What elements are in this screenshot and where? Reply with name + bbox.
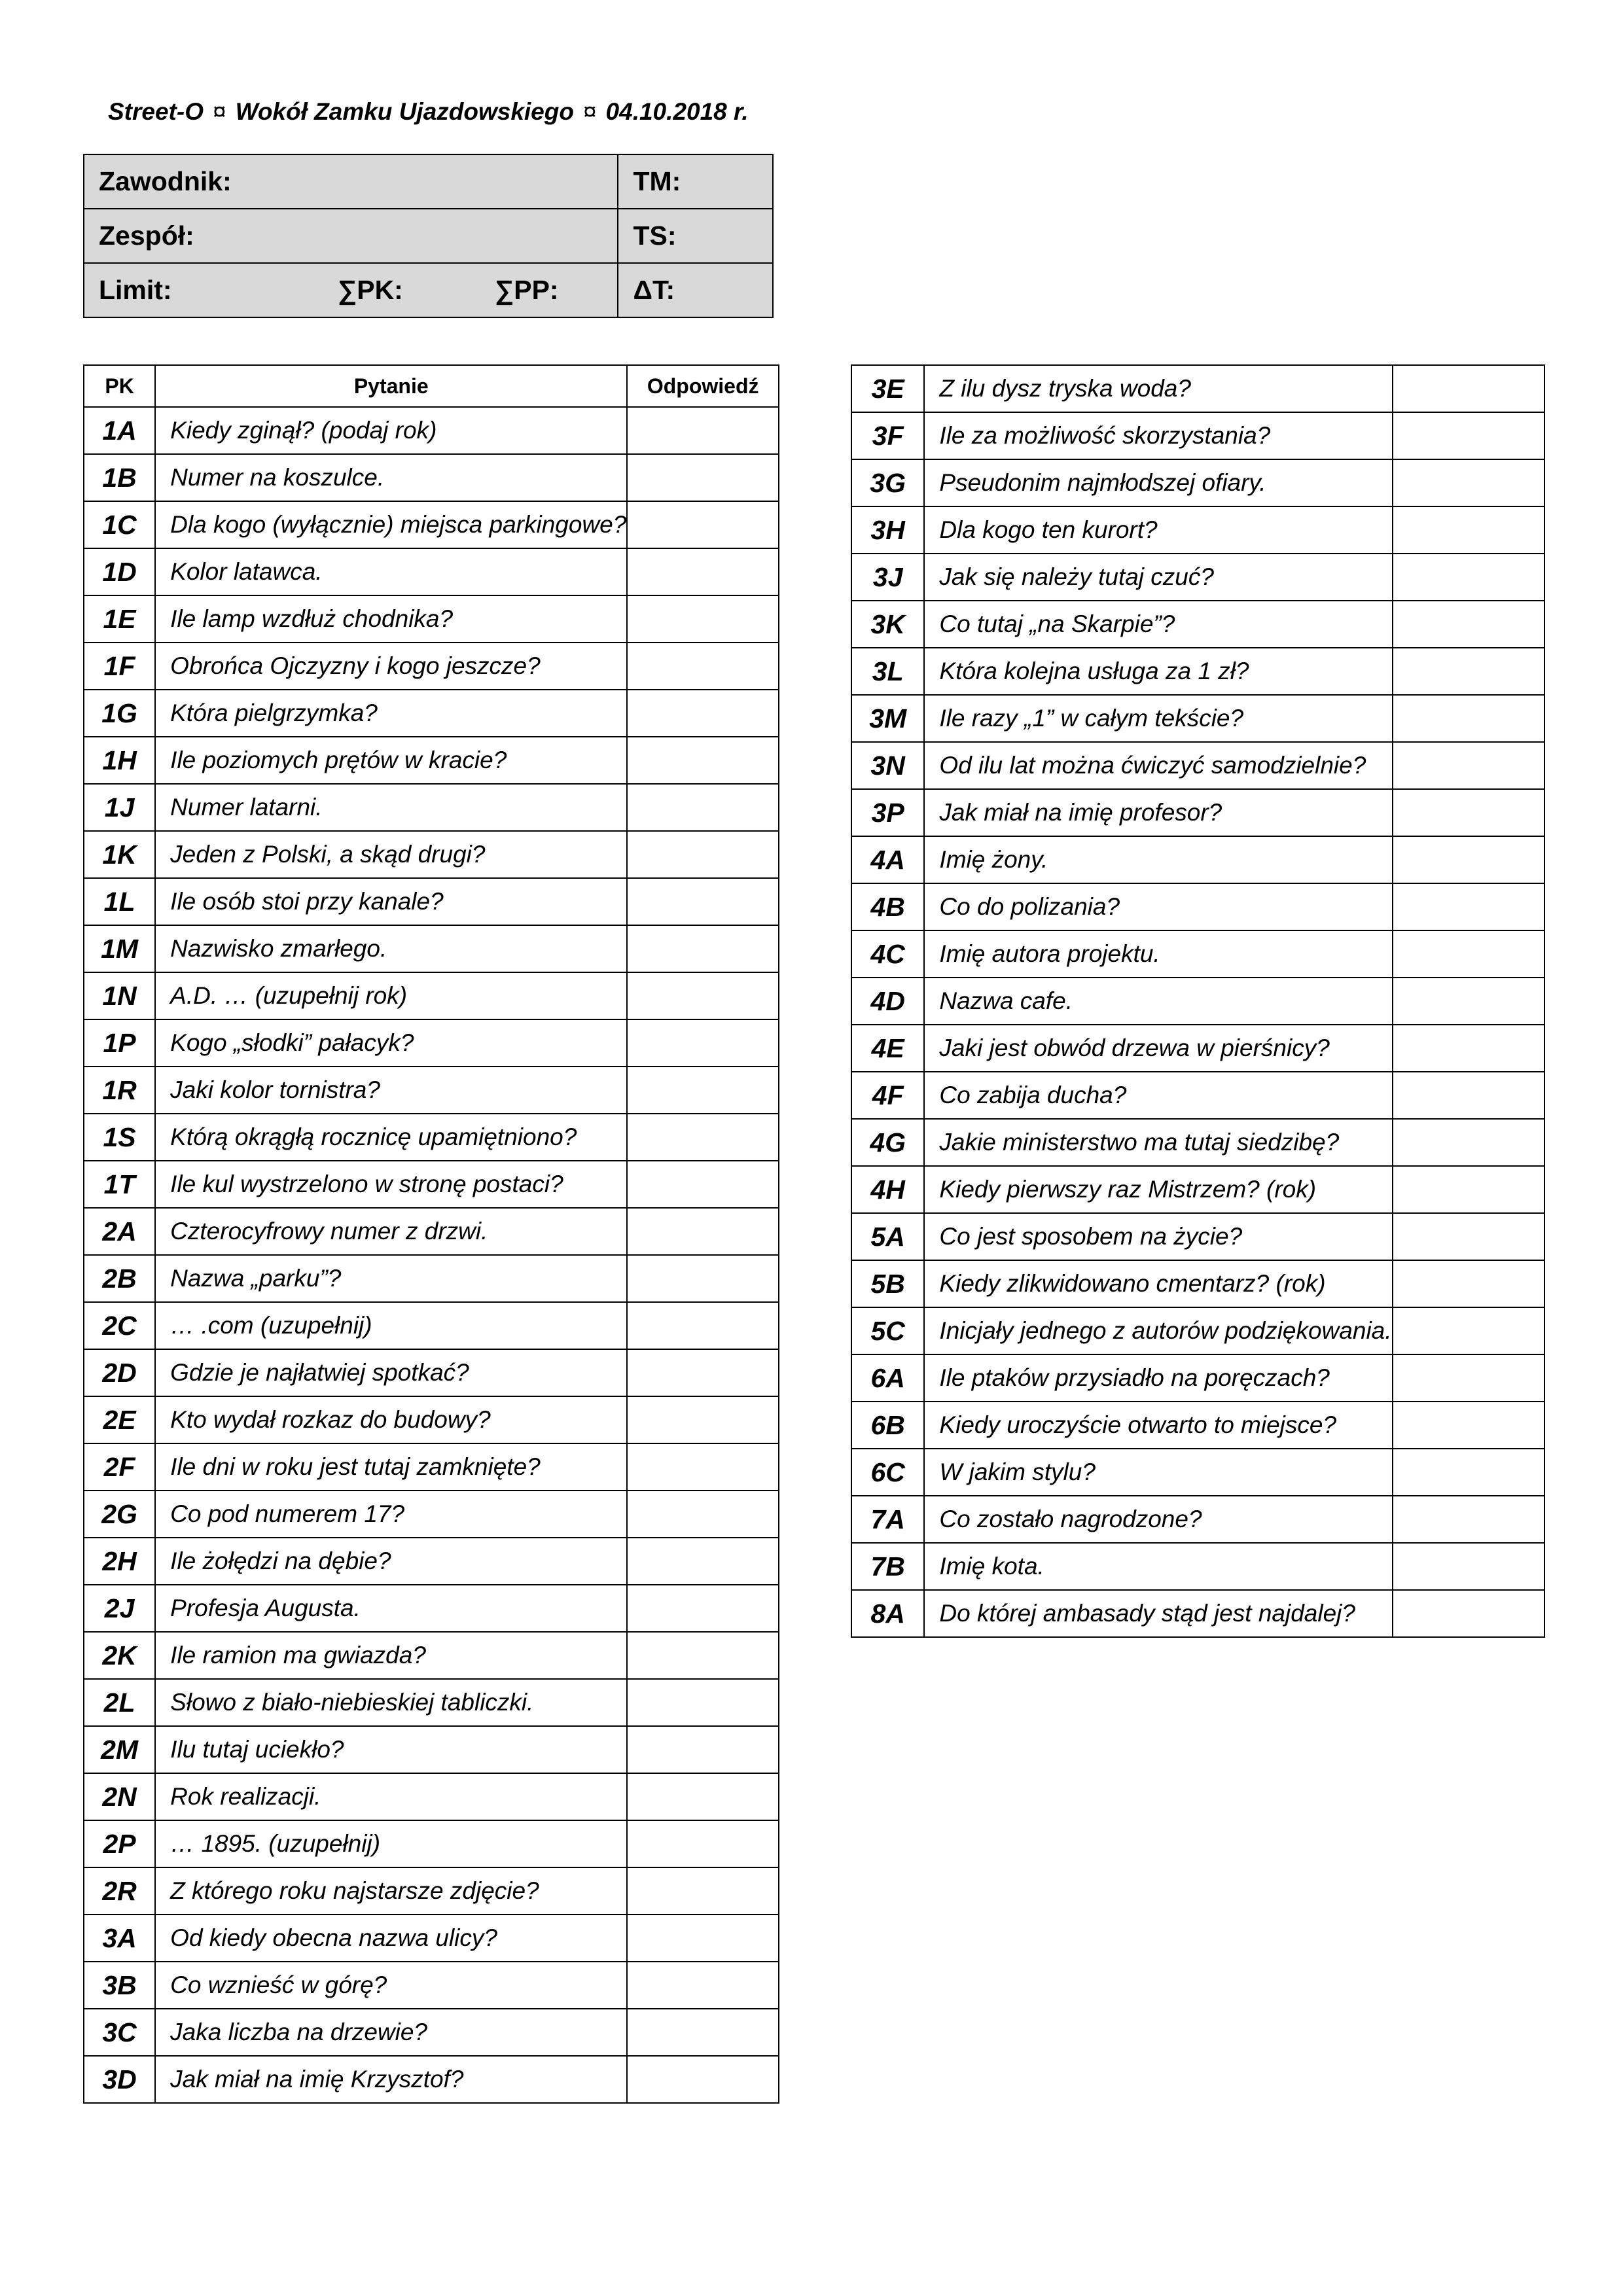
ts-label: TS: bbox=[633, 221, 677, 251]
question-text: Imię żony. bbox=[924, 836, 1392, 883]
question-text: Ile żołędzi na dębie? bbox=[155, 1538, 627, 1585]
answer-cell[interactable] bbox=[1393, 930, 1544, 978]
question-row bbox=[84, 1632, 779, 1679]
answer-cell[interactable] bbox=[1393, 1166, 1544, 1213]
question-text: Jak miał na imię profesor? bbox=[924, 789, 1392, 836]
control-point-code: 4F bbox=[851, 1072, 924, 1119]
question-text: Inicjały jednego z autorów podziękowania. bbox=[924, 1307, 1392, 1354]
question-text: Nazwa cafe. bbox=[924, 978, 1392, 1025]
control-point-code: 1P bbox=[84, 1019, 155, 1067]
control-point-code: 6C bbox=[851, 1449, 924, 1496]
control-point-code: 1S bbox=[84, 1114, 155, 1161]
answer-cell[interactable] bbox=[627, 737, 779, 784]
question-row bbox=[851, 365, 1544, 412]
answer-cell[interactable] bbox=[627, 1302, 779, 1349]
control-point-code: 7B bbox=[851, 1543, 924, 1590]
question-row bbox=[851, 1166, 1544, 1213]
question-text: Pseudonim najmłodszej ofiary. bbox=[924, 459, 1392, 506]
control-point-code: 4G bbox=[851, 1119, 924, 1166]
answer-cell[interactable] bbox=[627, 2009, 779, 2056]
control-point-code: 2J bbox=[84, 1585, 155, 1632]
answer-cell[interactable] bbox=[627, 501, 779, 548]
tm-field[interactable] bbox=[618, 154, 773, 209]
control-point-code: 6A bbox=[851, 1354, 924, 1402]
question-text: Profesja Augusta. bbox=[155, 1585, 627, 1632]
control-point-code: 1J bbox=[84, 784, 155, 831]
control-point-code: 3B bbox=[84, 1962, 155, 2009]
control-point-code: 5A bbox=[851, 1213, 924, 1260]
control-point-code: 2E bbox=[84, 1396, 155, 1443]
question-text: Co tutaj „na Skarpie”? bbox=[924, 601, 1392, 648]
answer-cell[interactable] bbox=[627, 1962, 779, 2009]
question-row bbox=[84, 1915, 779, 1962]
control-point-code: 3H bbox=[851, 506, 924, 554]
control-point-code: 2A bbox=[84, 1208, 155, 1255]
control-point-code: 3G bbox=[851, 459, 924, 506]
question-row bbox=[851, 978, 1544, 1025]
control-point-code: 2F bbox=[84, 1443, 155, 1491]
question-text: Numer na koszulce. bbox=[155, 454, 627, 501]
question-row bbox=[851, 1449, 1544, 1496]
answer-cell[interactable] bbox=[627, 548, 779, 595]
question-text: Co pod numerem 17? bbox=[155, 1491, 627, 1538]
question-text: Kto wydał rozkaz do budowy? bbox=[155, 1396, 627, 1443]
question-text: Rok realizacji. bbox=[155, 1773, 627, 1820]
answer-cell[interactable] bbox=[627, 1114, 779, 1161]
answer-cell[interactable] bbox=[1393, 836, 1544, 883]
answer-cell[interactable] bbox=[627, 1867, 779, 1915]
question-text: Kiedy zlikwidowano cmentarz? (rok) bbox=[924, 1260, 1392, 1307]
question-row bbox=[851, 1402, 1544, 1449]
answer-cell[interactable] bbox=[627, 1632, 779, 1679]
answer-cell[interactable] bbox=[627, 1349, 779, 1396]
title-separator-1: ¤ bbox=[212, 98, 226, 125]
question-row bbox=[84, 1302, 779, 1349]
question-text: Kogo „słodki” pałacyk? bbox=[155, 1019, 627, 1067]
control-point-code: 2P bbox=[84, 1820, 155, 1867]
control-point-code: 3D bbox=[84, 2056, 155, 2103]
control-point-code: 2B bbox=[84, 1255, 155, 1302]
delta-t-label: ΔT: bbox=[633, 275, 675, 305]
question-text: Od kiedy obecna nazwa ulicy? bbox=[155, 1915, 627, 1962]
question-row bbox=[84, 925, 779, 972]
control-point-code: 1N bbox=[84, 972, 155, 1019]
question-text: Z którego roku najstarsze zdjęcie? bbox=[155, 1867, 627, 1915]
answer-cell[interactable] bbox=[1393, 554, 1544, 601]
question-row bbox=[84, 690, 779, 737]
question-text: Jaka liczba na drzewie? bbox=[155, 2009, 627, 2056]
zespol-label: Zespół: bbox=[99, 221, 194, 251]
answer-cell[interactable] bbox=[627, 972, 779, 1019]
control-point-code: 3C bbox=[84, 2009, 155, 2056]
question-row bbox=[851, 883, 1544, 930]
control-point-code: 1B bbox=[84, 454, 155, 501]
answer-cell[interactable] bbox=[1393, 1072, 1544, 1119]
question-row bbox=[851, 742, 1544, 789]
answer-cell[interactable] bbox=[1393, 742, 1544, 789]
question-text: Numer latarni. bbox=[155, 784, 627, 831]
zespol-field[interactable] bbox=[84, 209, 618, 263]
answer-cell[interactable] bbox=[627, 454, 779, 501]
question-row bbox=[851, 1025, 1544, 1072]
control-point-code: 1K bbox=[84, 831, 155, 878]
question-header: Pytanie bbox=[155, 365, 627, 407]
answer-cell[interactable] bbox=[627, 1491, 779, 1538]
title-event-type: Street-O bbox=[108, 98, 204, 125]
question-row bbox=[851, 1590, 1544, 1637]
control-point-code: 4D bbox=[851, 978, 924, 1025]
control-point-code: 1E bbox=[84, 595, 155, 643]
question-text: Która kolejna usługa za 1 zł? bbox=[924, 648, 1392, 695]
question-text: Kiedy pierwszy raz Mistrzem? (rok) bbox=[924, 1166, 1392, 1213]
question-row bbox=[851, 1213, 1544, 1260]
answer-cell[interactable] bbox=[1393, 883, 1544, 930]
question-text: Imię kota. bbox=[924, 1543, 1392, 1590]
question-text: Jak się należy tutaj czuć? bbox=[924, 554, 1392, 601]
answer-cell[interactable] bbox=[627, 1773, 779, 1820]
delta-t-field[interactable] bbox=[618, 263, 773, 317]
answer-cell[interactable] bbox=[627, 1443, 779, 1491]
answer-cell[interactable] bbox=[1393, 1496, 1544, 1543]
answer-cell[interactable] bbox=[1393, 601, 1544, 648]
question-row bbox=[84, 1443, 779, 1491]
answer-cell[interactable] bbox=[627, 878, 779, 925]
answer-cell[interactable] bbox=[1393, 695, 1544, 742]
question-text: Ile poziomych prętów w kracie? bbox=[155, 737, 627, 784]
control-point-code: 3A bbox=[84, 1915, 155, 1962]
question-row bbox=[84, 1208, 779, 1255]
answer-cell[interactable] bbox=[627, 1915, 779, 1962]
question-row bbox=[851, 1543, 1544, 1590]
control-point-code: 2D bbox=[84, 1349, 155, 1396]
question-row bbox=[84, 972, 779, 1019]
question-text: Słowo z biało-niebieskiej tabliczki. bbox=[155, 1679, 627, 1726]
control-point-code: 3F bbox=[851, 412, 924, 459]
answer-cell[interactable] bbox=[1393, 789, 1544, 836]
answer-cell[interactable] bbox=[627, 595, 779, 643]
question-text: Ile dni w roku jest tutaj zamknięte? bbox=[155, 1443, 627, 1491]
question-row bbox=[84, 1396, 779, 1443]
question-row bbox=[84, 407, 779, 454]
question-text: Nazwisko zmarłego. bbox=[155, 925, 627, 972]
question-row bbox=[851, 930, 1544, 978]
control-point-code: 3M bbox=[851, 695, 924, 742]
answer-cell[interactable] bbox=[627, 831, 779, 878]
question-text: Obrońca Ojczyzny i kogo jeszcze? bbox=[155, 643, 627, 690]
answer-cell[interactable] bbox=[1393, 1449, 1544, 1496]
question-text: Jakie ministerstwo ma tutaj siedzibę? bbox=[924, 1119, 1392, 1166]
control-point-code: 3E bbox=[851, 365, 924, 412]
answer-cell[interactable] bbox=[1393, 506, 1544, 554]
question-text: Którą okrągłą rocznicę upamiętniono? bbox=[155, 1114, 627, 1161]
question-text: Do której ambasady stąd jest najdalej? bbox=[924, 1590, 1392, 1637]
control-point-code: 2N bbox=[84, 1773, 155, 1820]
answer-cell[interactable] bbox=[627, 1255, 779, 1302]
answer-cell[interactable] bbox=[627, 1726, 779, 1773]
answer-cell[interactable] bbox=[1393, 1025, 1544, 1072]
question-row bbox=[84, 1491, 779, 1538]
question-row bbox=[84, 2056, 779, 2103]
zawodnik-label: Zawodnik: bbox=[99, 166, 232, 196]
control-point-code: 2H bbox=[84, 1538, 155, 1585]
question-text: Dla kogo (wyłącznie) miejsca parkingowe? bbox=[155, 501, 627, 548]
control-point-code: 2G bbox=[84, 1491, 155, 1538]
control-point-code: 2L bbox=[84, 1679, 155, 1726]
question-text: Co zostało nagrodzone? bbox=[924, 1496, 1392, 1543]
question-text: Ile osób stoi przy kanale? bbox=[155, 878, 627, 925]
control-point-code: 5B bbox=[851, 1260, 924, 1307]
answer-cell[interactable] bbox=[627, 1396, 779, 1443]
question-row bbox=[851, 1354, 1544, 1402]
question-row bbox=[851, 459, 1544, 506]
question-text: Jaki kolor tornistra? bbox=[155, 1067, 627, 1114]
question-text: … 1895. (uzupełnij) bbox=[155, 1820, 627, 1867]
answer-cell[interactable] bbox=[627, 1208, 779, 1255]
question-text: … .com (uzupełnij) bbox=[155, 1302, 627, 1349]
question-row bbox=[84, 1820, 779, 1867]
control-point-code: 1R bbox=[84, 1067, 155, 1114]
control-point-code: 6B bbox=[851, 1402, 924, 1449]
question-row bbox=[851, 1307, 1544, 1354]
question-row bbox=[851, 1260, 1544, 1307]
questions-table-right bbox=[851, 364, 1545, 1638]
question-row bbox=[84, 1114, 779, 1161]
question-row bbox=[84, 643, 779, 690]
question-row bbox=[851, 1072, 1544, 1119]
question-text: Ile lamp wzdłuż chodnika? bbox=[155, 595, 627, 643]
answer-cell[interactable] bbox=[1393, 1307, 1544, 1354]
control-point-code: 1G bbox=[84, 690, 155, 737]
questions-table-left bbox=[83, 364, 779, 2104]
title-separator-2: ¤ bbox=[582, 98, 597, 125]
question-text: Ile ptaków przysiadło na poręczach? bbox=[924, 1354, 1392, 1402]
question-row bbox=[84, 454, 779, 501]
control-point-code: 7A bbox=[851, 1496, 924, 1543]
ts-field[interactable] bbox=[618, 209, 773, 263]
question-row bbox=[84, 1161, 779, 1208]
control-point-code: 1H bbox=[84, 737, 155, 784]
question-text: Co do polizania? bbox=[924, 883, 1392, 930]
control-point-code: 1F bbox=[84, 643, 155, 690]
question-row bbox=[851, 789, 1544, 836]
answer-cell[interactable] bbox=[627, 1538, 779, 1585]
answer-cell[interactable] bbox=[1393, 978, 1544, 1025]
control-point-code: 3P bbox=[851, 789, 924, 836]
question-row bbox=[851, 601, 1544, 648]
answer-cell[interactable] bbox=[627, 690, 779, 737]
question-text: Jak miał na imię Krzysztof? bbox=[155, 2056, 627, 2103]
sum-pk-label: ∑PK: bbox=[338, 275, 403, 305]
sum-pp-label: ∑PP: bbox=[495, 275, 559, 305]
answer-cell[interactable] bbox=[627, 1820, 779, 1867]
control-point-code: 4C bbox=[851, 930, 924, 978]
control-point-code: 1L bbox=[84, 878, 155, 925]
question-text: Czterocyfrowy numer z drzwi. bbox=[155, 1208, 627, 1255]
answer-cell[interactable] bbox=[1393, 1402, 1544, 1449]
control-point-code: 3N bbox=[851, 742, 924, 789]
question-row bbox=[84, 595, 779, 643]
control-point-code: 2C bbox=[84, 1302, 155, 1349]
question-text: Kiedy zginął? (podaj rok) bbox=[155, 407, 627, 454]
answer-cell[interactable] bbox=[1393, 648, 1544, 695]
question-text: Jaki jest obwód drzewa w pierśnicy? bbox=[924, 1025, 1392, 1072]
question-text: Gdzie je najłatwiej spotkać? bbox=[155, 1349, 627, 1396]
question-row bbox=[851, 1496, 1544, 1543]
question-text: Kolor latawca. bbox=[155, 548, 627, 595]
question-row bbox=[84, 1773, 779, 1820]
question-row bbox=[84, 1962, 779, 2009]
question-text: Ile za możliwość skorzystania? bbox=[924, 412, 1392, 459]
question-text: Z ilu dysz tryska woda? bbox=[924, 365, 1392, 412]
question-row bbox=[84, 1349, 779, 1396]
question-row bbox=[84, 501, 779, 548]
question-row bbox=[84, 831, 779, 878]
control-point-code: 4E bbox=[851, 1025, 924, 1072]
answer-cell[interactable] bbox=[1393, 1260, 1544, 1307]
question-row bbox=[84, 1255, 779, 1302]
question-text: W jakim stylu? bbox=[924, 1449, 1392, 1496]
answer-cell[interactable] bbox=[627, 1679, 779, 1726]
control-point-code: 2M bbox=[84, 1726, 155, 1773]
title-date: 04.10.2018 r. bbox=[605, 98, 749, 125]
question-row bbox=[84, 1067, 779, 1114]
competitor-info-table bbox=[83, 154, 774, 318]
question-row bbox=[84, 1867, 779, 1915]
answer-cell[interactable] bbox=[1393, 1213, 1544, 1260]
question-row bbox=[851, 412, 1544, 459]
control-point-code: 1C bbox=[84, 501, 155, 548]
document-title bbox=[108, 98, 749, 126]
control-point-code: 2R bbox=[84, 1867, 155, 1915]
question-row bbox=[851, 648, 1544, 695]
question-row bbox=[84, 1538, 779, 1585]
question-text: Co wznieść w górę? bbox=[155, 1962, 627, 2009]
question-row bbox=[851, 1119, 1544, 1166]
question-text: A.D. … (uzupełnij rok) bbox=[155, 972, 627, 1019]
question-row bbox=[851, 695, 1544, 742]
question-text: Co zabija ducha? bbox=[924, 1072, 1392, 1119]
question-text: Ile kul wystrzelono w stronę postaci? bbox=[155, 1161, 627, 1208]
answer-cell[interactable] bbox=[627, 1067, 779, 1114]
answer-cell[interactable] bbox=[627, 407, 779, 454]
control-point-code: 2K bbox=[84, 1632, 155, 1679]
question-row bbox=[851, 506, 1544, 554]
question-row bbox=[84, 784, 779, 831]
question-text: Imię autora projektu. bbox=[924, 930, 1392, 978]
answer-cell[interactable] bbox=[1393, 1590, 1544, 1637]
answer-cell[interactable] bbox=[1393, 365, 1544, 412]
answer-cell[interactable] bbox=[627, 2056, 779, 2103]
question-text: Jeden z Polski, a skąd drugi? bbox=[155, 831, 627, 878]
question-row bbox=[84, 2009, 779, 2056]
question-text: Od ilu lat można ćwiczyć samodzielnie? bbox=[924, 742, 1392, 789]
question-row bbox=[84, 548, 779, 595]
answer-cell[interactable] bbox=[627, 1585, 779, 1632]
limit-label: Limit: bbox=[99, 275, 172, 305]
question-row bbox=[84, 1679, 779, 1726]
control-point-code: 8A bbox=[851, 1590, 924, 1637]
answer-cell[interactable] bbox=[627, 1161, 779, 1208]
question-text: Dla kogo ten kurort? bbox=[924, 506, 1392, 554]
question-row bbox=[84, 878, 779, 925]
control-point-code: 3J bbox=[851, 554, 924, 601]
answer-cell[interactable] bbox=[1393, 1119, 1544, 1166]
answer-cell[interactable] bbox=[627, 925, 779, 972]
title-event-name: Wokół Zamku Ujazdowskiego bbox=[235, 98, 574, 125]
question-row bbox=[84, 1019, 779, 1067]
control-point-code: 4H bbox=[851, 1166, 924, 1213]
control-point-code: 4B bbox=[851, 883, 924, 930]
answer-cell[interactable] bbox=[627, 643, 779, 690]
control-point-code: 4A bbox=[851, 836, 924, 883]
question-text: Kiedy uroczyście otwarto to miejsce? bbox=[924, 1402, 1392, 1449]
control-point-code: 3L bbox=[851, 648, 924, 695]
answer-cell[interactable] bbox=[627, 784, 779, 831]
question-row bbox=[851, 554, 1544, 601]
control-point-code: 5C bbox=[851, 1307, 924, 1354]
answer-cell[interactable] bbox=[627, 1019, 779, 1067]
zawodnik-field[interactable] bbox=[84, 154, 618, 209]
answer-cell[interactable] bbox=[1393, 459, 1544, 506]
control-point-code: 1M bbox=[84, 925, 155, 972]
question-text: Ilu tutaj uciekło? bbox=[155, 1726, 627, 1773]
question-text: Która pielgrzymka? bbox=[155, 690, 627, 737]
question-row bbox=[84, 1585, 779, 1632]
question-row bbox=[84, 737, 779, 784]
control-point-code: 1A bbox=[84, 407, 155, 454]
control-point-code: 1T bbox=[84, 1161, 155, 1208]
question-row bbox=[851, 836, 1544, 883]
question-row bbox=[84, 1726, 779, 1773]
pk-header: PK bbox=[84, 365, 155, 407]
control-point-code: 3K bbox=[851, 601, 924, 648]
question-text: Ile razy „1” w całym tekście? bbox=[924, 695, 1392, 742]
answer-header: Odpowiedź bbox=[627, 365, 779, 407]
answer-cell[interactable] bbox=[1393, 1354, 1544, 1402]
question-text: Co jest sposobem na życie? bbox=[924, 1213, 1392, 1260]
limit-row[interactable] bbox=[84, 263, 618, 317]
answer-cell[interactable] bbox=[1393, 412, 1544, 459]
question-text: Nazwa „parku”? bbox=[155, 1255, 627, 1302]
tm-label: TM: bbox=[633, 166, 681, 196]
answer-cell[interactable] bbox=[1393, 1543, 1544, 1590]
question-text: Ile ramion ma gwiazda? bbox=[155, 1632, 627, 1679]
control-point-code: 1D bbox=[84, 548, 155, 595]
